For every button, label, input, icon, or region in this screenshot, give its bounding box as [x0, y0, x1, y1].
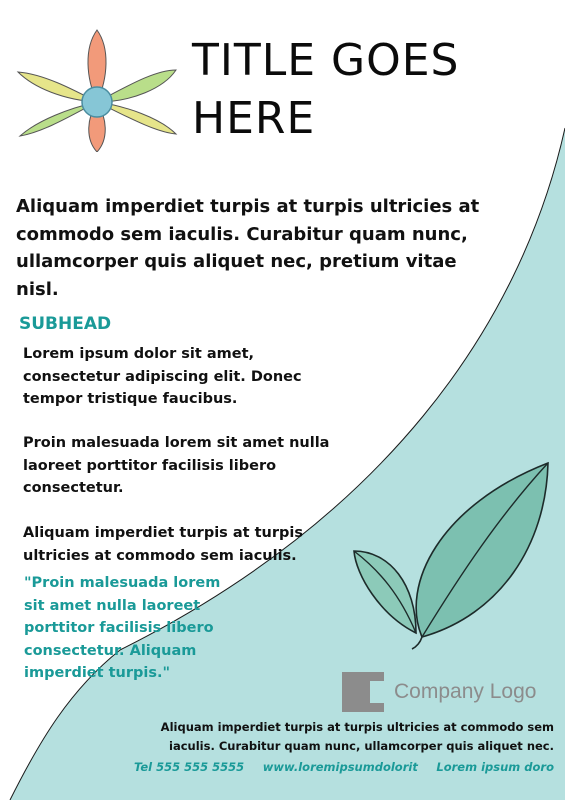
pull-quote: "Proin malesuada lorem sit amet nulla laoreet porttitor facilisis libero consectetur. Aliquam imperdiet turpis."	[24, 575, 221, 681]
subhead: SUBHEAD	[19, 314, 112, 334]
footer-tagline: Lorem ipsum doro	[436, 760, 554, 774]
body-paragraph-3: Aliquam imperdiet turpis at turpis ultricies at commodo sem iaculis.	[23, 525, 303, 564]
footer-text: Aliquam imperdiet turpis at turpis ultricies at commodo sem iaculis. Curabitur quam nunc, ullamcorper quis aliquet nec.	[160, 720, 554, 753]
body-paragraph-2: Proin malesuada lorem sit amet nulla laoreet porttitor facilisis libero consectetur.	[23, 435, 330, 496]
company-logo-text: Company Logo	[394, 680, 537, 703]
website-link[interactable]: www.loremipsumdolorit	[262, 760, 418, 774]
leaves-illustration	[350, 455, 555, 650]
logo-mark-icon	[342, 672, 384, 712]
flower-illustration	[14, 28, 180, 152]
phone-number: Tel 555 555 5555	[134, 760, 245, 774]
company-logo	[342, 671, 536, 713]
page-title: TITLE GOES HERE	[192, 35, 460, 144]
intro-paragraph: Aliquam imperdiet turpis at turpis ultricies at commodo sem iaculis. Curabitur quam nunc, ullamcorper quis aliquet nec, pretium vitae nisl.	[16, 196, 480, 300]
body-paragraph-1: Lorem ipsum dolor sit amet, consectetur adipiscing elit. Donec tempor tristique faucibus.	[23, 346, 302, 407]
contact-line	[134, 760, 554, 774]
